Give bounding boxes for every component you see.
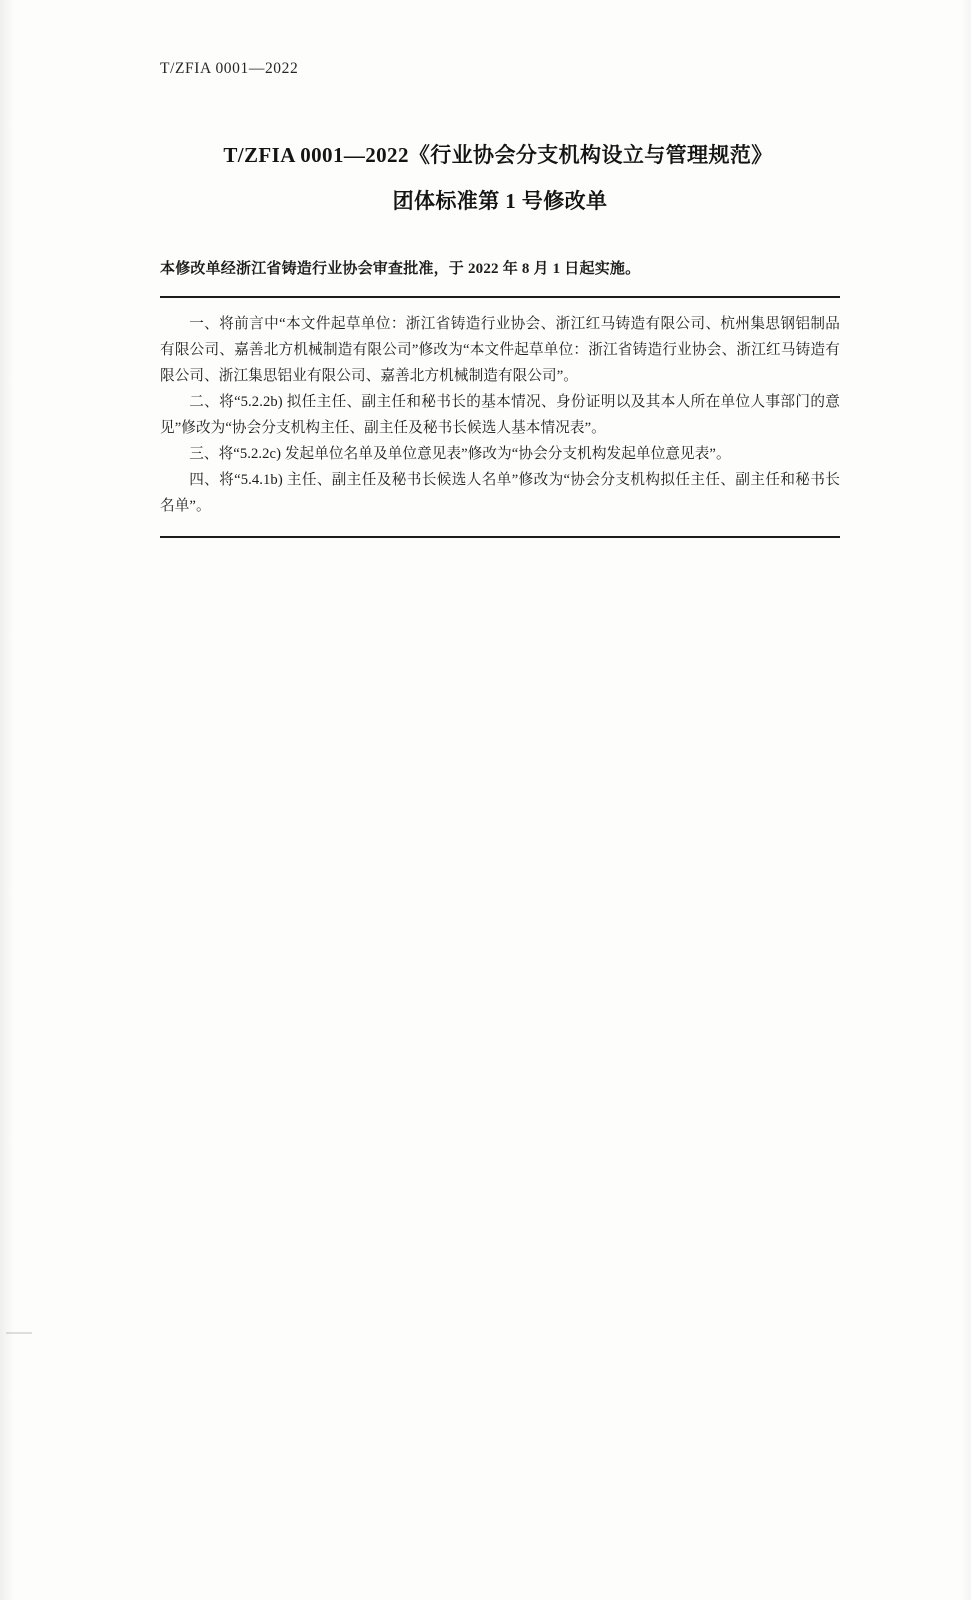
page-title — [160, 136, 840, 222]
amendment-item: 四、将“5.4.1b) 主任、副主任及秘书长候选人名单”修改为“协会分支机构拟任主任、副主任和秘书长名单”。 — [160, 471, 840, 514]
amendment-item: 三、将“5.2.2c) 发起单位名单及单位意见表”修改为“协会分支机构发起单位意见表”。 — [189, 445, 731, 462]
preamble-paragraph: 本修改单经浙江省铸造行业协会审查批准，于 2022 年 8 月 1 日起实施。 — [160, 260, 641, 277]
scan-artifact-mark — [6, 1332, 32, 1334]
page-title-line-2: 团体标准第 1 号修改单 — [392, 188, 608, 213]
amendment-item: 一、将前言中“本文件起草单位：浙江省铸造行业协会、浙江红马铸造有限公司、杭州集思钢铝制品有限公司、嘉善北方机械制造有限公司”修改为“本文件起草单位：浙江省铸造行业协会、浙江红马铸造有限公司、浙江集思铝业有限公司、嘉善北方机械制造有限公司”。 — [160, 316, 840, 384]
amendment-item: 二、将“5.2.2b) 拟任主任、副主任和秘书长的基本情况、身份证明以及其本人所在单位人事部门的意见”修改为“协会分支机构主任、副主任及秘书长候选人基本情况表”。 — [160, 393, 840, 436]
running-header-standard-code: T/ZFIA 0001—2022 — [160, 60, 299, 77]
document-content — [160, 60, 840, 538]
page-title-line-1: T/ZFIA 0001—2022《行业协会分支机构设立与管理规范》 — [223, 143, 773, 167]
amendment-list — [160, 296, 840, 538]
